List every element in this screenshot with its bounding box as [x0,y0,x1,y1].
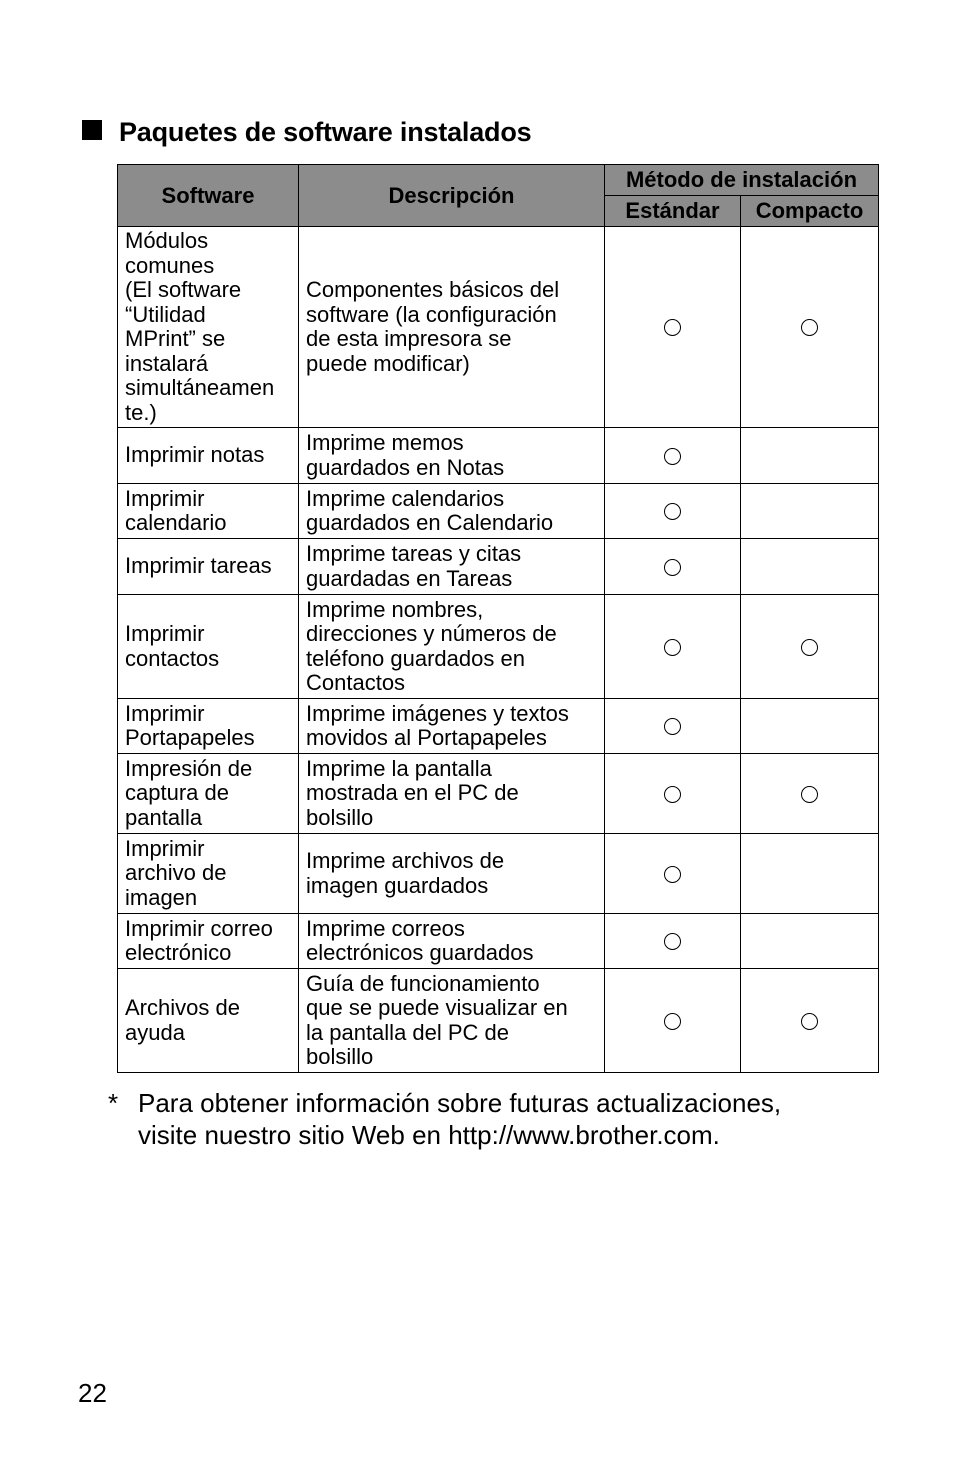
table-row [118,699,879,754]
table-row [118,227,879,428]
software-cell: Módulos comunes (El software “Utilidad MPrint” se instalará simultáneamen te.) [118,227,299,428]
description-cell: Guía de funcionamiento que se puede visualizar en la pantalla del PC de bolsillo [299,969,605,1073]
circle-outline-icon [801,786,818,803]
description-cell: Imprime nombres, direcciones y números de teléfono guardados en Contactos [299,595,605,699]
standard-cell [605,699,741,754]
software-cell: Imprimir tareas [118,539,299,595]
header-standard: Estándar [605,196,741,227]
table-body [118,227,879,1073]
table-row [118,539,879,595]
circle-outline-icon [801,1013,818,1030]
compact-cell [741,969,879,1073]
compact-cell [741,834,879,914]
standard-cell [605,484,741,539]
circle-outline-icon [664,448,681,465]
circle-outline-icon [664,1013,681,1030]
description-cell: Imprime memos guardados en Notas [299,428,605,484]
software-cell: Imprimir notas [118,428,299,484]
circle-outline-icon [664,319,681,336]
standard-cell [605,969,741,1073]
description-cell: Imprime tareas y citas guardadas en Tareas [299,539,605,595]
description-cell: Imprime imágenes y textos movidos al Portapapeles [299,699,605,754]
circle-outline-icon [664,639,681,656]
circle-outline-icon [664,933,681,950]
compact-cell [741,428,879,484]
standard-cell [605,227,741,428]
compact-cell [741,227,879,428]
table-row [118,834,879,914]
compact-cell [741,595,879,699]
description-cell: Imprime correos electrónicos guardados [299,914,605,969]
description-cell: Imprime archivos de imagen guardados [299,834,605,914]
circle-outline-icon [664,559,681,576]
standard-cell [605,595,741,699]
table-row [118,428,879,484]
compact-cell [741,484,879,539]
footnote-marker: * [108,1088,119,1118]
software-packages-table [117,164,879,1073]
description-cell: Imprime la pantalla mostrada en el PC de bolsillo [299,754,605,834]
software-cell: Impresión de captura de pantalla [118,754,299,834]
standard-cell [605,914,741,969]
circle-outline-icon [664,866,681,883]
software-cell: Imprimir archivo de imagen [118,834,299,914]
header-installation-method: Método de instalación [605,165,879,196]
square-bullet-icon [82,120,102,140]
software-cell: Imprimir correo electrónico [118,914,299,969]
standard-cell [605,834,741,914]
compact-cell [741,539,879,595]
description-cell: Componentes básicos del software (la configuración de esta impresora se puede modificar) [299,227,605,428]
section-heading [82,112,531,152]
header-software: Software [118,165,299,227]
circle-outline-icon [801,319,818,336]
circle-outline-icon [664,786,681,803]
circle-outline-icon [801,639,818,656]
software-cell: Imprimir contactos [118,595,299,699]
standard-cell [605,539,741,595]
table-row [118,914,879,969]
software-cell: Imprimir calendario [118,484,299,539]
header-compact: Compacto [741,196,879,227]
table-row [118,595,879,699]
software-cell: Imprimir Portapapeles [118,699,299,754]
standard-cell [605,428,741,484]
page-number: 22 [78,1378,107,1408]
header-description: Descripción [299,165,605,227]
compact-cell [741,914,879,969]
standard-cell [605,754,741,834]
table-row [118,969,879,1073]
section-title: Paquetes de software instalados [119,116,532,147]
compact-cell [741,754,879,834]
description-cell: Imprime calendarios guardados en Calendario [299,484,605,539]
footnote-text: Para obtener información sobre futuras actualizaciones, visite nuestro sitio Web en http://www.brother.com. [138,1088,782,1150]
footnote [108,1088,908,1151]
circle-outline-icon [664,718,681,735]
circle-outline-icon [664,503,681,520]
compact-cell [741,699,879,754]
table-row [118,484,879,539]
software-cell: Archivos de ayuda [118,969,299,1073]
table-row [118,754,879,834]
